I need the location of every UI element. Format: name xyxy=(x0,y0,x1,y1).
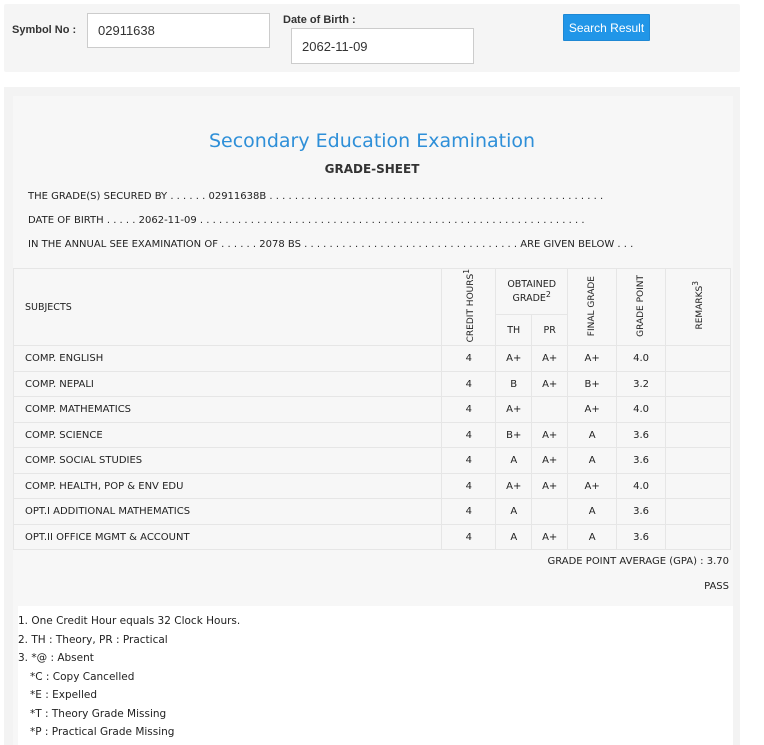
header-final-grade: FINAL GRADE xyxy=(568,269,617,346)
final-grade-cell: A+ xyxy=(568,397,617,423)
search-panel xyxy=(4,4,740,72)
final-grade-cell: A xyxy=(568,422,617,448)
note-item: 2. TH : Theory, PR : Practical xyxy=(18,633,168,646)
secured-by-line: THE GRADE(S) SECURED BY . . . . . . 02911638B . . . . . . . . . . . . . . . . . . . . . . . . . . . . . . . . . . . . . . . . . . . . . . . . . . . . . xyxy=(28,191,604,202)
note-item: *C : Copy Cancelled xyxy=(30,670,135,683)
credit-cell: 4 xyxy=(442,524,496,550)
grade-point-cell: 3.6 xyxy=(617,422,666,448)
table-row xyxy=(14,371,731,397)
pr-grade-cell: A+ xyxy=(532,524,568,550)
credit-cell: 4 xyxy=(442,422,496,448)
grade-point-cell: 3.6 xyxy=(617,499,666,525)
grade-point-cell: 3.6 xyxy=(617,524,666,550)
subject-cell: COMP. NEPALI xyxy=(14,371,442,397)
remarks-cell xyxy=(666,499,731,525)
remarks-cell xyxy=(666,473,731,499)
th-grade-cell: B xyxy=(496,371,532,397)
table-row xyxy=(14,397,731,423)
th-grade-cell: A+ xyxy=(496,346,532,372)
final-grade-cell: A xyxy=(568,448,617,474)
grade-point-cell: 4.0 xyxy=(617,346,666,372)
pr-grade-cell: A+ xyxy=(532,346,568,372)
note-item: *T : Theory Grade Missing xyxy=(30,707,167,720)
final-grade-cell: A xyxy=(568,499,617,525)
th-grade-cell: B+ xyxy=(496,422,532,448)
remarks-cell xyxy=(666,524,731,550)
gpa-text: GRADE POINT AVERAGE (GPA) : 3.70 xyxy=(547,556,729,567)
subject-cell: COMP. SOCIAL STUDIES xyxy=(14,448,442,474)
header-grade-point: GRADE POINT xyxy=(617,269,666,346)
grade-point-cell: 4.0 xyxy=(617,397,666,423)
subject-cell: COMP. ENGLISH xyxy=(14,346,442,372)
remarks-cell xyxy=(666,371,731,397)
final-grade-cell: A+ xyxy=(568,473,617,499)
header-subjects: SUBJECTS xyxy=(14,269,442,346)
final-grade-cell: A+ xyxy=(568,346,617,372)
pr-grade-cell: A+ xyxy=(532,473,568,499)
table-row xyxy=(14,499,731,525)
symbol-input[interactable] xyxy=(87,13,270,48)
header-obtained-grade: OBTAINED GRADE$^2$ xyxy=(496,269,568,315)
final-grade-cell: B+ xyxy=(568,371,617,397)
credit-cell: 4 xyxy=(442,473,496,499)
subject-cell: COMP. HEALTH, POP & ENV EDU xyxy=(14,473,442,499)
note-item: 3. *@ : Absent xyxy=(18,652,94,664)
result-container xyxy=(4,87,740,745)
remarks-cell xyxy=(666,346,731,372)
note-item: 1. One Credit Hour equals 32 Clock Hours. xyxy=(18,615,241,627)
search-result-button[interactable]: Search Result xyxy=(563,14,650,41)
th-grade-cell: A xyxy=(496,499,532,525)
subject-cell: COMP. SCIENCE xyxy=(14,422,442,448)
header-remarks: REMARKS$^3$ xyxy=(666,269,731,346)
th-grade-cell: A+ xyxy=(496,473,532,499)
table-row xyxy=(14,448,731,474)
pr-grade-cell: A+ xyxy=(532,371,568,397)
exam-title: Secondary Education Examination xyxy=(208,130,536,152)
note-item: *E : Expelled xyxy=(30,689,98,701)
pr-grade-cell xyxy=(532,499,568,525)
subject-cell: OPT.II OFFICE MGMT & ACCOUNT xyxy=(14,524,442,550)
credit-cell: 4 xyxy=(442,448,496,474)
final-grade-cell: A xyxy=(568,524,617,550)
grade-sheet xyxy=(13,96,733,745)
dob-line: DATE OF BIRTH . . . . . 2062-11-09 . . . . . . . . . . . . . . . . . . . . . . . . . . . . . . . . . . . . . . . . . . . . . . . . . . . . . . . . . . . . . xyxy=(28,215,585,226)
pr-grade-cell: A+ xyxy=(532,448,568,474)
table-row xyxy=(14,422,731,448)
notes-section xyxy=(18,606,733,745)
pr-grade-cell xyxy=(532,397,568,423)
sheet-subtitle: GRADE-SHEET xyxy=(324,162,420,176)
note-item: *P : Practical Grade Missing xyxy=(30,726,175,738)
header-pr: PR xyxy=(532,315,568,346)
exam-line: IN THE ANNUAL SEE EXAMINATION OF . . . . . . 2078 BS . . . . . . . . . . . . . . . . . . . . . . . . . . . . . . . . . . ARE GIVEN BELOW . . . xyxy=(28,239,634,250)
subject-cell: COMP. MATHEMATICS xyxy=(14,397,442,423)
result-status: PASS xyxy=(704,581,729,592)
dob-label: Date of Birth : xyxy=(283,14,356,26)
th-grade-cell: A+ xyxy=(496,397,532,423)
grade-point-cell: 3.2 xyxy=(617,371,666,397)
remarks-cell xyxy=(666,397,731,423)
header-credit-hours: CREDIT HOURS$^1$ xyxy=(442,269,496,346)
grade-point-cell: 3.6 xyxy=(617,448,666,474)
grades-table xyxy=(13,268,731,550)
symbol-label: Symbol No : xyxy=(12,24,77,36)
table-row xyxy=(14,473,731,499)
dob-input[interactable] xyxy=(291,28,474,64)
th-grade-cell: A xyxy=(496,448,532,474)
pr-grade-cell: A+ xyxy=(532,422,568,448)
credit-cell: 4 xyxy=(442,346,496,372)
credit-cell: 4 xyxy=(442,371,496,397)
subject-cell: OPT.I ADDITIONAL MATHEMATICS xyxy=(14,499,442,525)
credit-cell: 4 xyxy=(442,397,496,423)
th-grade-cell: A xyxy=(496,524,532,550)
remarks-cell xyxy=(666,448,731,474)
grade-point-cell: 4.0 xyxy=(617,473,666,499)
header-th: TH xyxy=(496,315,532,346)
table-row xyxy=(14,524,731,550)
credit-cell: 4 xyxy=(442,499,496,525)
remarks-cell xyxy=(666,422,731,448)
table-row xyxy=(14,346,731,372)
